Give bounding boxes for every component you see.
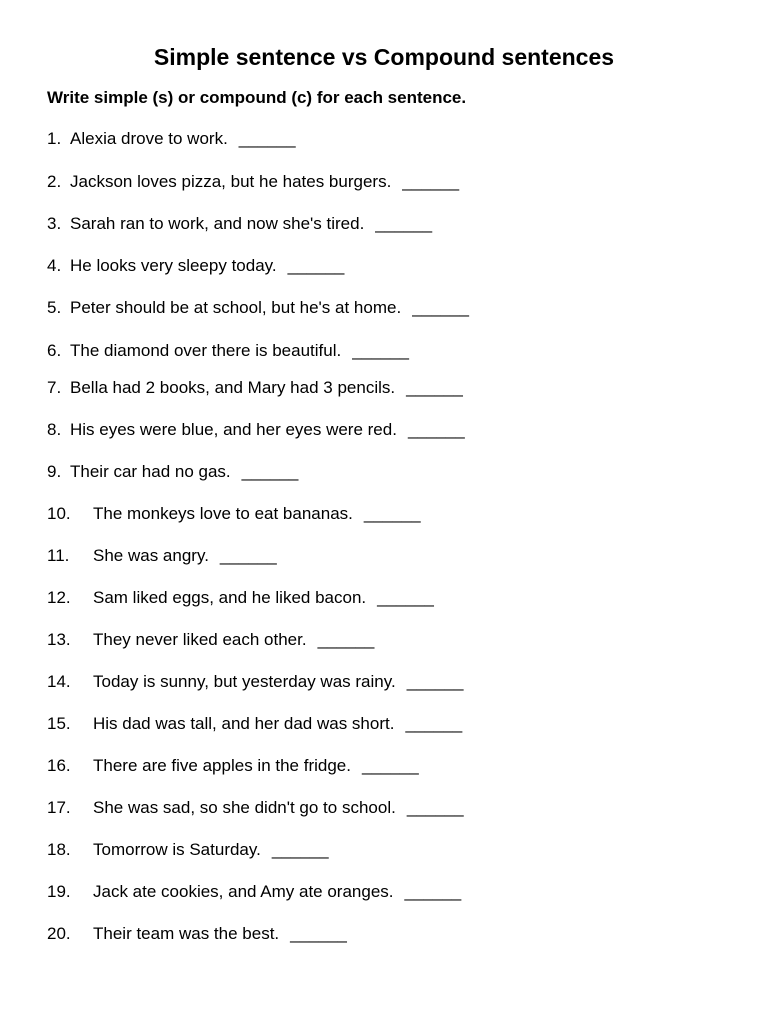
question-number: 5. — [47, 298, 62, 317]
answer-blank: ______ — [412, 298, 469, 317]
answer-blank: ______ — [406, 672, 464, 691]
question-sentence: The diamond over there is beautiful. — [70, 341, 342, 360]
question-sentence: Sarah ran to work, and now she's tired. — [70, 214, 365, 233]
question-number: 6. — [47, 341, 62, 360]
question-item — [47, 339, 409, 363]
question-number: 8. — [47, 420, 62, 439]
question-item — [47, 127, 296, 151]
question-item — [47, 418, 465, 442]
question-number: 12. — [47, 588, 71, 607]
question-number: 10. — [47, 504, 71, 523]
instructions: Write simple (s) or compound (c) for each sentence. — [47, 88, 467, 107]
question-item — [47, 880, 461, 904]
question-sentence: The monkeys love to eat bananas. — [93, 504, 353, 523]
question-item — [47, 628, 374, 652]
question-number: 3. — [47, 214, 62, 233]
question-item — [47, 170, 459, 194]
answer-blank: ______ — [352, 341, 409, 360]
answer-blank: ______ — [407, 420, 465, 439]
question-sentence: They never liked each other. — [93, 630, 307, 649]
answer-blank: ______ — [406, 378, 463, 397]
answer-blank: ______ — [287, 256, 345, 275]
question-item — [47, 376, 463, 400]
question-sentence: Jack ate cookies, and Amy ate oranges. — [93, 882, 394, 901]
question-number: 11. — [47, 546, 70, 565]
answer-blank: ______ — [241, 462, 299, 481]
answer-blank: ______ — [363, 504, 421, 523]
question-sentence: Bella had 2 books, and Mary had 3 pencils. — [70, 378, 396, 397]
question-item — [47, 296, 469, 320]
question-number: 2. — [47, 172, 62, 191]
question-item — [47, 796, 464, 820]
question-sentence: He looks very sleepy today. — [70, 256, 277, 275]
question-number: 13. — [47, 630, 71, 649]
question-item — [47, 254, 344, 278]
question-sentence: She was sad, so she didn't go to school. — [93, 798, 396, 817]
question-number: 1. — [47, 129, 62, 148]
answer-blank: ______ — [375, 214, 433, 233]
answer-blank: ______ — [361, 756, 419, 775]
answer-blank: ______ — [406, 798, 464, 817]
answer-blank: ______ — [290, 924, 347, 943]
page-title: Simple sentence vs Compound sentences — [153, 44, 615, 70]
question-number: 4. — [47, 256, 62, 275]
question-sentence: Their team was the best. — [93, 924, 280, 943]
question-number: 9. — [47, 462, 62, 481]
question-sentence: There are five apples in the fridge. — [93, 756, 351, 775]
answer-blank: ______ — [405, 714, 463, 733]
question-number: 20. — [47, 924, 71, 943]
question-sentence: His dad was tall, and her dad was short. — [93, 714, 395, 733]
question-item — [47, 502, 421, 526]
question-item — [47, 838, 329, 862]
question-item — [47, 460, 298, 484]
question-number: 18. — [47, 840, 71, 859]
answer-blank: ______ — [219, 546, 277, 565]
question-item — [47, 670, 463, 694]
answer-blank: ______ — [377, 588, 434, 607]
question-item — [47, 586, 434, 610]
question-sentence: His eyes were blue, and her eyes were red. — [70, 420, 397, 439]
question-item — [47, 712, 462, 736]
question-number: 15. — [47, 714, 71, 733]
question-sentence: Today is sunny, but yesterday was rainy. — [93, 672, 396, 691]
question-item — [47, 922, 347, 946]
question-item — [47, 544, 277, 568]
question-sentence: Alexia drove to work. — [70, 129, 228, 148]
question-sentence: Sam liked eggs, and he liked bacon. — [93, 588, 367, 607]
question-sentence: Tomorrow is Saturday. — [93, 840, 261, 859]
question-sentence: Their car had no gas. — [70, 462, 231, 481]
question-number: 14. — [47, 672, 71, 691]
question-sentence: Peter should be at school, but he's at home. — [70, 298, 402, 317]
answer-blank: ______ — [271, 840, 329, 859]
question-sentence: She was angry. — [93, 546, 209, 565]
answer-blank: ______ — [404, 882, 462, 901]
answer-blank: ______ — [238, 129, 296, 148]
question-item — [47, 212, 432, 236]
question-number: 7. — [47, 378, 62, 397]
answer-blank: ______ — [402, 172, 460, 191]
question-item — [47, 754, 419, 778]
question-number: 19. — [47, 882, 71, 901]
answer-blank: ______ — [317, 630, 375, 649]
question-number: 16. — [47, 756, 71, 775]
question-number: 17. — [47, 798, 71, 817]
question-sentence: Jackson loves pizza, but he hates burgers. — [70, 172, 392, 191]
